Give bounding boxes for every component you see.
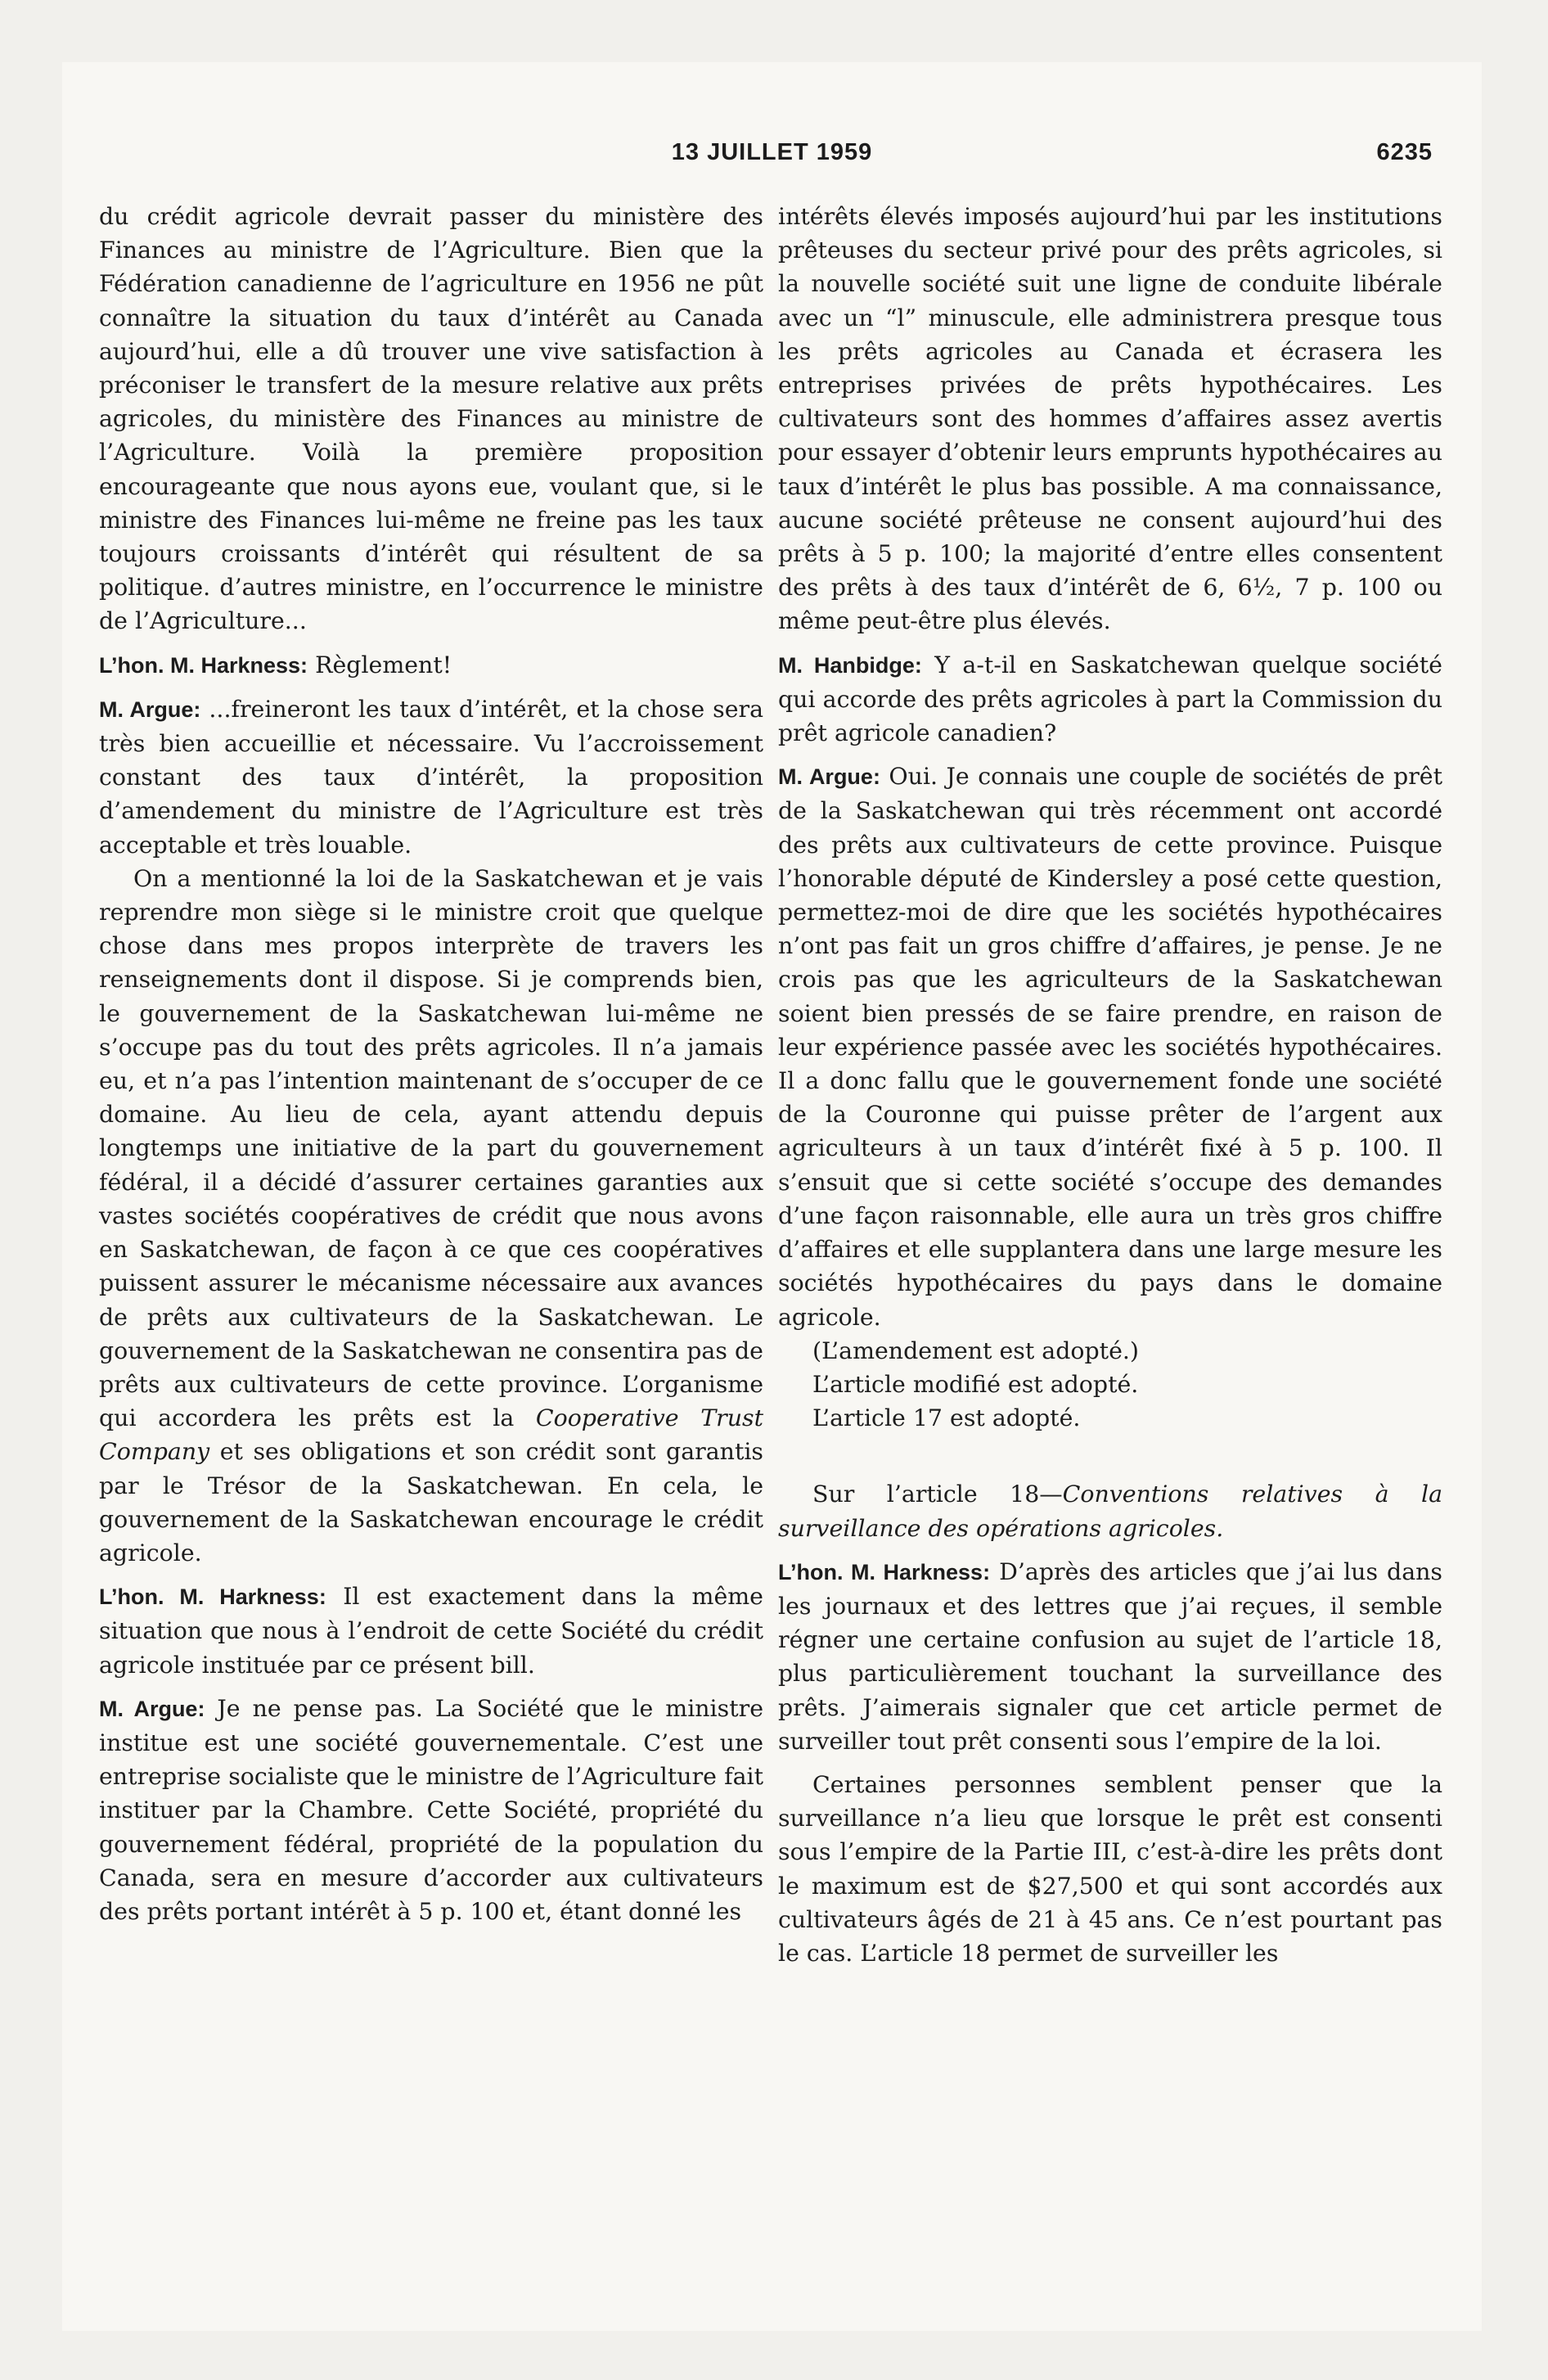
paragraph: du crédit agricole devrait passer du ministère des Finances au ministre de l’Agriculture. Bien que la Fédération canadienne de l’agriculture en 1956 ne pût connaître la situation du taux d’intérêt au Canada aujourd’hui, elle a dû trouver une vive satisfaction à préconiser le transfert de la mesure relative aux prêts agricoles, du ministère des Finances au ministre de l’Agriculture. Voilà la première proposition encourageante que nous ayons eue, voulant que, si le ministre des Finances lui-même ne freine pas les taux toujours croissants d’intérêt qui résultent de sa politique. d’autres ministre, en l’occurrence le ministre de l’Agriculture... — [99, 203, 763, 635]
paragraph: L’article modifié est adopté. — [812, 1370, 1139, 1398]
speaker-name: L’hon. M. Harkness: — [99, 652, 308, 678]
paragraph: intérêts élevés imposés aujourd’hui par les institutions prêteuses du secteur privé pour des prêts agricoles, si la nouvelle société suit une ligne de conduite libérale avec un “l” minuscule, elle administrera presque tous les prêts agricoles au Canada et écrasera les entreprises privées de prêts hypothécaires. Les cultivateurs sont des hommes d’affaires assez avertis pour essayer d’obtenir leurs emprunts hypothécaires au taux d’intérêt le plus bas possible. A ma connaissance, aucune société prêteuse ne consent aujourd’hui des prêts à 5 p. 100; la majorité d’entre elles consentent des prêts à des taux d’intérêt de 6, 6½, 7 p. 100 ou même peut-être plus élevés. — [778, 203, 1442, 635]
paragraph: M. Argue: ...freineront les taux d’intérêt, et la chose sera très bien accueillie et nécessaire. Vu l’accroissement constant des taux d’intérêt, la proposition d’amendement du ministre de l’Agriculture est très acceptable et très louable. — [99, 695, 763, 859]
speaker-name: L’hon. M. Harkness: — [99, 1584, 326, 1610]
paragraph: Sur l’article 18—Conventions relatives à la surveillance des opérations agricoles. — [778, 1481, 1442, 1542]
right-column — [778, 200, 1442, 1970]
paragraph: On a mentionné la loi de la Saskatchewan et je vais reprendre mon siège si le ministre croit que quelque chose dans mes propos interprète de travers les renseignements dont il dispose. Si je comprends bien, le gouvernement de la Saskatchewan lui-même ne s’occupe pas du tout des prêts agricoles. Il n’a jamais eu, et n’a pas l’intention maintenant de s’occuper de ce domaine. Au lieu de cela, ayant attendu depuis longtemps une initiative de la part du gouvernement fédéral, il a décidé d’assurer certaines garanties aux vastes sociétés coopératives de crédit que nous avons en Saskatchewan, de façon à ce que ces coopératives puissent assurer le mécanisme nécessaire aux avances de prêts aux cultivateurs de la Saskatchewan. Le gouvernement de la Saskatchewan ne consentira pas de prêts aux cultivateurs de cette province. L’organisme qui accordera les prêts est la Cooperative Trust Company et ses obligations et son crédit sont garantis par le Trésor de la Saskatchewan. En cela, le gouvernement de la Saskatchewan encourage le crédit agricole. — [99, 864, 763, 1566]
paragraph: L’hon. M. Harkness: D’après des articles que j’ai lus dans les journaux et des lettres que j’ai reçues, il semble régner une certaine confusion au sujet de l’article 18, plus particulièrement touchant la surveillance des prêts. J’aimerais signaler que cet article permet de surveiller tout prêt consenti sous l’empire de la loi. — [778, 1557, 1442, 1755]
paragraph: M. Argue: Oui. Je connais une couple de sociétés de prêt de la Saskatchewan qui très récemment ont accordé des prêts aux cultivateurs de cette province. Puisque l’honorable député de Kindersley a posé cette question, permettez-moi de dire que les sociétés hypothécaires n’ont pas fait un gros chiffre d’affaires, je pense. Je ne crois pas que les agriculteurs de la Saskatchewan soient bien pressés de se faire prendre, en raison de leur expérience passée avec les sociétés hypothécaires. Il a donc fallu que le gouvernement fonde une société de la Couronne qui puisse prêter de l’argent aux agriculteurs à un taux d’intérêt fixé à 5 p. 100. Il s’ensuit que si cette société s’occupe des demandes d’une façon raisonnable, elle aura un très gros chiffre d’affaires et elle supplantera dans une large mesure les sociétés hypothécaires du pays dans le domaine agricole. — [778, 763, 1442, 1331]
paragraph: L’article 17 est adopté. — [812, 1404, 1081, 1432]
speaker-name: M. Argue: — [778, 764, 880, 790]
paragraph: L’hon. M. Harkness: Il est exactement dans la même situation que nous à l’endroit de cette Société du crédit agricole instituée par ce présent bill. — [99, 1583, 763, 1679]
paragraph: M. Argue: Je ne pense pas. La Société que le ministre institue est une société gouvernementale. C’est une entreprise socialiste que le ministre de l’Agriculture fait instituer par la Chambre. Cette Société, propriété du gouvernement fédéral, propriété de la population du Canada, sera en mesure d’accorder aux cultivateurs des prêts portant intérêt à 5 p. 100 et, étant donné les — [99, 1694, 763, 1925]
left-column — [99, 200, 763, 1928]
paragraph: (L’amendement est adopté.) — [812, 1336, 1139, 1364]
speaker-name: M. Hanbidge: — [778, 652, 922, 678]
paragraph: L’hon. M. Harkness: Règlement! — [99, 651, 452, 678]
page-number: 6235 — [1376, 139, 1433, 165]
paragraph: Certaines personnes semblent penser que la surveillance n’a lieu que lorsque le prêt est consenti sous l’empire de la Partie III, c’est-à-dire les prêts dont le maximum est de $27,500 et qui sont accordés aux cultivateurs âgés de 21 à 45 ans. Ce n’est pourtant pas le cas. L’article 18 permet de surveiller les — [778, 1770, 1442, 1967]
speaker-name: L’hon. M. Harkness: — [778, 1559, 991, 1584]
speaker-name: M. Argue: — [99, 696, 201, 722]
header-date: 13 JUILLET 1959 — [671, 139, 873, 165]
page-header — [62, 139, 1482, 180]
speaker-name: M. Argue: — [99, 1696, 205, 1721]
paragraph: M. Hanbidge: Y a-t-il en Saskatchewan quelque société qui accorde des prêts agricoles à part la Commission du prêt agricole canadien? — [778, 651, 1442, 747]
hansard-page — [62, 62, 1482, 2331]
